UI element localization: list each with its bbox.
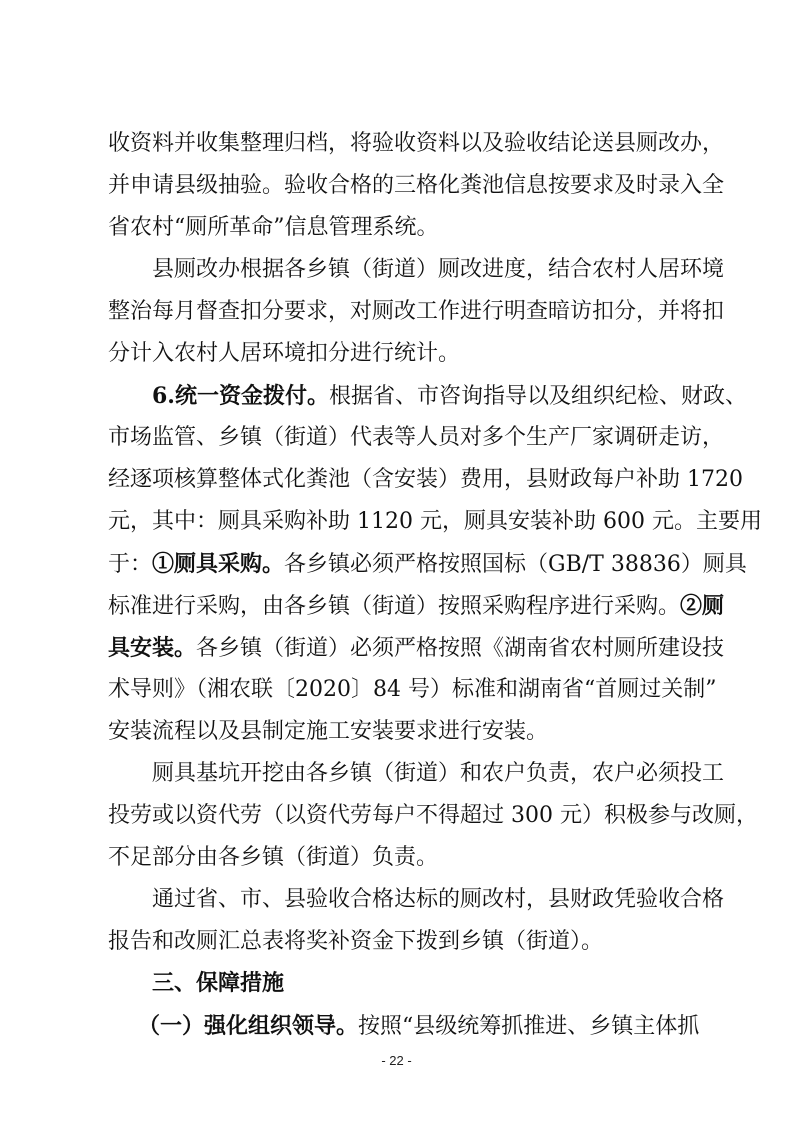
paragraph-line [108, 927, 698, 957]
line-text: 根据省、市咨询指导以及组织纪检、财政、 [328, 384, 747, 409]
line-text: 县厕改办根据各乡镇（街道）厕改进度，结合农村人居环境 [152, 257, 725, 282]
line-text: 省农村“厕所革命”信息管理系统。 [108, 215, 439, 240]
section-heading [152, 969, 698, 999]
line-text: 投劳或以资代劳（以资代劳每户不得超过 300 元）积极参与改厕， [108, 803, 758, 828]
line-text: 并申请县级抽验。验收合格的三格化粪池信息按要求及时录入全 [108, 173, 725, 198]
paragraph-line [108, 339, 698, 369]
line-text: 报告和改厕汇总表将奖补资金下拨到乡镇（街道）。 [108, 929, 604, 954]
paragraph-line [108, 675, 717, 705]
paragraph-line [108, 213, 698, 243]
line-text: 术导则》（湘农联〔2020〕84 号）标准和湖南省“首厕过关制” [108, 677, 717, 702]
line-text: 通过省、市、县验收合格达标的厕改村，县财政凭验收合格 [152, 887, 725, 912]
paragraph-line [108, 717, 698, 747]
line-text: 标准进行采购，由各乡镇（街道）按照采购程序进行采购。 [108, 594, 681, 619]
line-text: 元，其中：厕具采购补助 1120 元，厕具安装补助 600 元。主要用 [108, 509, 762, 534]
paragraph-line [138, 1011, 698, 1042]
paragraph-line [152, 759, 725, 789]
line-text: 厕具基坑开挖由各乡镇（街道）和农户负责，农户必须投工 [152, 761, 725, 786]
section-heading-bold: 6.统一资金拨付。 [152, 383, 329, 409]
line-text: 经逐项核算整体式化粪池（含安装）费用，县财政每户补助 1720 [108, 467, 743, 492]
paragraph-line [108, 801, 758, 831]
line-text: 按照“县级统筹抓推进、乡镇主体抓 [358, 1014, 700, 1039]
subsection-heading-bold: （一）强化组织领导。 [138, 1013, 359, 1039]
line-text: 不足部分由各乡镇（街道）负责。 [108, 845, 439, 870]
line-text: 整治每月督查扣分要求，对厕改工作进行明查暗访扣分，并将扣 [108, 299, 725, 324]
line-text: 市场监管、乡镇（街道）代表等人员对多个生产厂家调研走访， [108, 425, 725, 450]
line-text: 安装流程以及县制定施工安装要求进行安装。 [108, 719, 549, 744]
paragraph-line [108, 297, 725, 327]
paragraph-line [108, 843, 698, 873]
heading-text: 三、保障措施 [152, 971, 285, 996]
paragraph-line [152, 255, 725, 285]
line-text: 分计入农村人居环境扣分进行统计。 [108, 341, 461, 366]
page-number: - 22 - [381, 1053, 412, 1068]
paragraph-line [108, 507, 762, 537]
item-heading-bold: ①厕具采购。 [152, 551, 285, 577]
paragraph-line [108, 465, 743, 495]
paragraph-line [108, 549, 747, 580]
paragraph-line [108, 633, 725, 664]
paragraph-line [152, 381, 747, 412]
line-text: 各乡镇（街道）必须严格按照《湖南省农村厕所建设技 [196, 636, 725, 661]
paragraph-line [108, 423, 725, 453]
paragraph-line [108, 129, 725, 159]
line-text: 各乡镇必须严格按照国标（GB/T 38836）厕具 [284, 552, 747, 577]
item-heading-bold: 具安装。 [108, 635, 197, 661]
paragraph-line [152, 885, 725, 915]
paragraph-line [108, 591, 725, 622]
line-text: 收资料并收集整理归档，将验收资料以及验收结论送县厕改办， [108, 131, 725, 156]
paragraph-line [108, 171, 725, 201]
item-heading-bold: ②厕 [680, 593, 725, 619]
line-text: 于： [108, 552, 153, 577]
